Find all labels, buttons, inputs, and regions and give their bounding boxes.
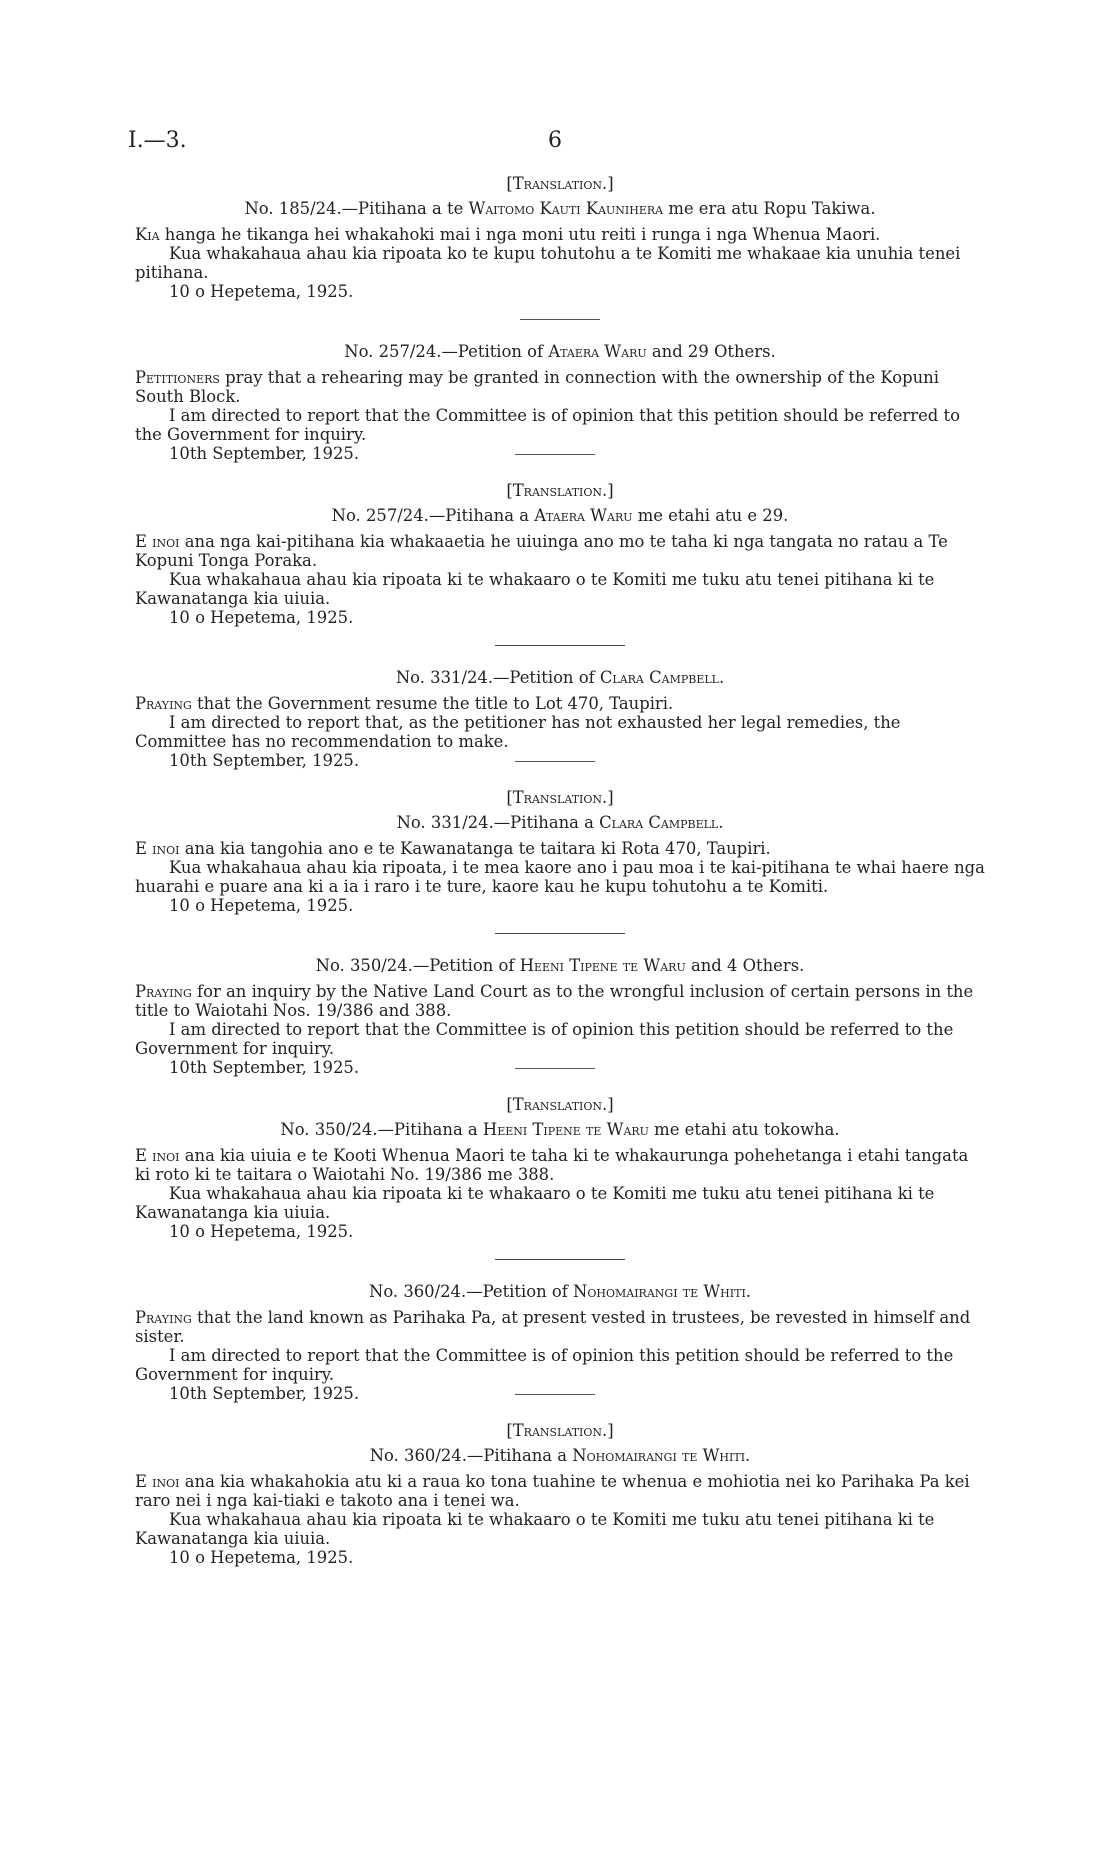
heading-name: Clara Campbell. xyxy=(599,813,724,832)
paragraph-text: ana nga kai-pitihana kia whakaaetia he uiuinga ano mo te taha ki nga tangata no ratau a Te Kopuni Tonga Poraka. xyxy=(135,532,948,570)
date-line: 10th September, 1925. xyxy=(169,444,360,463)
paragraph-text: ana kia whakahokia atu ki a raua ko tona tuahine te whenua e mohiotia nei ko Parihaka Pa kei raro nei i nga kai-tiaki e takoto ana i tenei wa. xyxy=(135,1472,970,1510)
date-row xyxy=(135,1058,985,1077)
petition-185-translation xyxy=(135,174,985,301)
page-number: 6 xyxy=(548,128,562,153)
heading-suffix: and 29 Others. xyxy=(651,342,776,361)
paragraph-lead: Praying xyxy=(135,982,192,1001)
paragraph: Kua whakahaua ahau kia ripoata ki te whakaaro o te Komiti me tuku atu tenei pitihana ki te Kawanatanga kia uiuia. xyxy=(135,570,935,608)
section-heading xyxy=(135,813,985,832)
date-line: 10th September, 1925. xyxy=(169,1058,360,1077)
date-row xyxy=(135,444,985,463)
petition-257-translation xyxy=(135,481,985,627)
heading-name: Nohomairangi te Whiti. xyxy=(572,1446,751,1465)
translation-label: [Translation.] xyxy=(506,174,614,193)
paragraph-lead: E inoi xyxy=(135,839,180,858)
heading-name: Nohomairangi te Whiti. xyxy=(573,1282,752,1301)
translation-label: [Translation.] xyxy=(506,1095,614,1114)
petition-350 xyxy=(135,956,985,1077)
paragraph-lead: E inoi xyxy=(135,1472,180,1491)
date-line: 10th September, 1925. xyxy=(169,1384,360,1403)
heading-prefix: No. 350/24.—Pitihana a xyxy=(280,1120,478,1139)
date-line: 10 o Hepetema, 1925. xyxy=(169,1222,354,1241)
paragraph xyxy=(135,694,985,713)
paragraph xyxy=(135,1146,985,1184)
section-heading xyxy=(135,1446,985,1465)
paragraph-text: that the land known as Parihaka Pa, at present vested in trustees, be revested in himself and sister. xyxy=(135,1308,971,1346)
paragraph xyxy=(135,1308,985,1346)
paragraph xyxy=(135,1472,985,1510)
paragraph xyxy=(135,225,985,244)
divider xyxy=(515,1394,595,1395)
heading-prefix: No. 257/24.—Petition of xyxy=(344,342,544,361)
section-heading xyxy=(135,1282,985,1301)
paragraph-text: pray that a rehearing may be granted in connection with the ownership of the Kopuni South Block. xyxy=(135,368,939,406)
section-heading xyxy=(135,342,985,361)
divider xyxy=(515,761,595,762)
heading-suffix: and 4 Others. xyxy=(690,956,805,975)
paragraph: Kua whakahaua ahau kia ripoata ki te whakaaro o te Komiti me tuku atu tenei pitihana ki te Kawanatanga kia uiuia. xyxy=(135,1184,935,1222)
paragraph-text: ana kia uiuia e te Kooti Whenua Maori te taha ki te whakaurunga pohehetanga i etahi tangata ki roto ki te taitara o Waiotahi No. 19/386 me 388. xyxy=(135,1146,969,1184)
translation-label: [Translation.] xyxy=(506,1421,614,1440)
paragraph: I am directed to report that the Committee is of opinion this petition should be referred to the Government for inquiry. xyxy=(135,1020,954,1058)
document-body xyxy=(135,174,985,1567)
petition-257 xyxy=(135,342,985,463)
paragraph: I am directed to report that, as the petitioner has not exhausted her legal remedies, the Committee has no recommendation to make. xyxy=(135,713,901,751)
paragraph: Kua whakahaua ahau kia ripoata ki te whakaaro o te Komiti me tuku atu tenei pitihana ki te Kawanatanga kia uiuia. xyxy=(135,1510,935,1548)
paragraph-lead: Praying xyxy=(135,694,192,713)
section-heading xyxy=(135,506,985,525)
heading-name: Clara Campbell. xyxy=(599,668,725,687)
date-line: 10 o Hepetema, 1925. xyxy=(169,1548,354,1567)
date-line: 10 o Hepetema, 1925. xyxy=(169,608,354,627)
paragraph-lead: Kia xyxy=(135,225,160,244)
paragraph-lead: Praying xyxy=(135,1308,192,1327)
paragraph-text: for an inquiry by the Native Land Court as to the wrongful inclusion of certain persons in the title to Waiotahi Nos. 19/386 and 388. xyxy=(135,982,974,1020)
heading-prefix: No. 360/24.—Petition of xyxy=(368,1282,568,1301)
section-heading xyxy=(135,956,985,975)
heading-prefix: No. 350/24.—Petition of xyxy=(315,956,515,975)
paragraph: Kua whakahaua ahau kia ripoata ko te kupu tohutohu a te Komiti me whakaae kia unuhia tenei pitihana. xyxy=(135,244,961,282)
paragraph-text: hanga he tikanga hei whakahoki mai i nga moni utu reiti i runga i nga Whenua Maori. xyxy=(164,225,881,244)
petition-331-translation xyxy=(135,788,985,915)
page-header xyxy=(128,128,986,158)
date-line: 10th September, 1925. xyxy=(169,751,360,770)
date-line: 10 o Hepetema, 1925. xyxy=(169,896,354,915)
paragraph-lead: E inoi xyxy=(135,1146,180,1165)
section-heading xyxy=(135,668,985,687)
date-row xyxy=(135,751,985,770)
divider xyxy=(515,1068,595,1069)
paragraph xyxy=(135,839,985,858)
paragraph: I am directed to report that the Committee is of opinion that this petition should be referred to the Government for inquiry. xyxy=(135,406,960,444)
heading-suffix: me etahi atu e 29. xyxy=(637,506,789,525)
heading-prefix: No. 331/24.—Petition of xyxy=(395,668,595,687)
divider xyxy=(515,454,595,455)
heading-name: Ataera Waru xyxy=(548,342,647,361)
date-row xyxy=(135,1384,985,1403)
translation-label: [Translation.] xyxy=(506,481,614,500)
paragraph xyxy=(135,532,985,570)
paragraph-text: that the Government resume the title to Lot 470, Taupiri. xyxy=(197,694,674,713)
paragraph xyxy=(135,982,985,1020)
divider xyxy=(495,933,625,934)
section-heading xyxy=(135,199,985,218)
translation-label: [Translation.] xyxy=(506,788,614,807)
heading-name: Heeni Tipene te Waru xyxy=(482,1120,649,1139)
petition-360-translation xyxy=(135,1421,985,1567)
paragraph-lead: E inoi xyxy=(135,532,180,551)
paragraph-lead: Petitioners xyxy=(135,368,220,387)
heading-suffix: me era atu Ropu Takiwa. xyxy=(668,199,876,218)
divider xyxy=(520,319,600,320)
divider xyxy=(495,645,625,646)
heading-suffix: me etahi atu tokowha. xyxy=(654,1120,840,1139)
divider xyxy=(495,1259,625,1260)
heading-name: Heeni Tipene te Waru xyxy=(519,956,686,975)
paragraph: Kua whakahaua ahau kia ripoata, i te mea kaore ano i pau moa i te kai-pitihana te whai haere nga huarahi e puare ana ki a ia i raro i te ture, kaore kau he kupu tohutohu a te Komiti. xyxy=(135,858,985,896)
petition-350-translation xyxy=(135,1095,985,1241)
petition-331 xyxy=(135,668,985,770)
heading-name: Ataera Waru xyxy=(534,506,633,525)
petition-360 xyxy=(135,1282,985,1403)
heading-prefix: No. 360/24.—Pitihana a xyxy=(369,1446,568,1465)
heading-prefix: No. 257/24.—Pitihana a xyxy=(331,506,529,525)
page-id: I.—3. xyxy=(128,128,187,153)
date-line: 10 o Hepetema, 1925. xyxy=(169,282,354,301)
heading-prefix: No. 331/24.—Pitihana a xyxy=(396,813,594,832)
heading-prefix: No. 185/24.—Pitihana a te xyxy=(244,199,464,218)
paragraph xyxy=(135,368,985,406)
paragraph-text: ana kia tangohia ano e te Kawanatanga te taitara ki Rota 470, Taupiri. xyxy=(184,839,771,858)
paragraph: I am directed to report that the Committee is of opinion this petition should be referred to the Government for inquiry. xyxy=(135,1346,954,1384)
section-heading xyxy=(135,1120,985,1139)
heading-name: Waitomo Kauti Kaunihera xyxy=(468,199,664,218)
